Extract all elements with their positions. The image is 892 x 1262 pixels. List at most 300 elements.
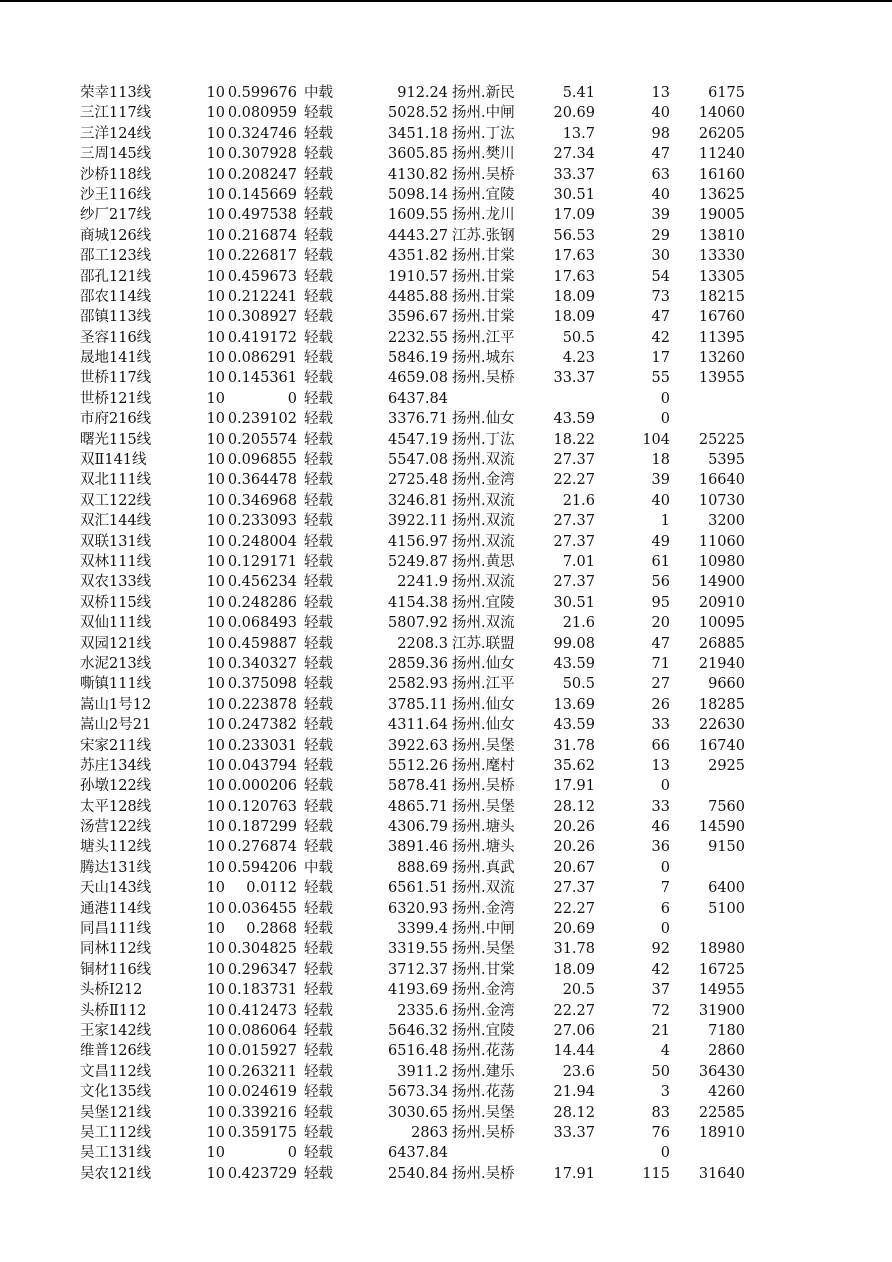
line-name-cell: 邵工123线 <box>80 248 151 265</box>
area-cell: 扬州.吴堡 <box>452 798 515 815</box>
length-cell: 2859.36 <box>388 655 448 672</box>
distance-cell: 20.69 <box>553 105 595 122</box>
table-row <box>0 1164 892 1184</box>
load-rate-cell: 0.339216 <box>227 1104 297 1121</box>
load-level-cell: 轻载 <box>304 1002 333 1019</box>
table-row <box>0 287 892 307</box>
capacity-cell: 16760 <box>698 309 745 326</box>
distance-cell: 7.01 <box>562 553 595 570</box>
line-name-cell: 水泥213线 <box>80 655 151 672</box>
load-rate-cell: 0.359175 <box>227 1124 297 1141</box>
length-cell: 1609.55 <box>388 207 448 224</box>
voltage-cell: 10 <box>206 921 225 938</box>
load-level-cell: 轻载 <box>304 1043 333 1060</box>
area-cell: 扬州.吴堡 <box>452 1104 515 1121</box>
capacity-cell: 13625 <box>698 186 745 203</box>
capacity-cell: 31900 <box>698 1002 745 1019</box>
line-name-cell: 商城126线 <box>80 227 151 244</box>
capacity-cell: 5100 <box>708 900 745 917</box>
distance-cell: 13.69 <box>553 696 595 713</box>
distance-cell: 27.37 <box>553 452 595 469</box>
load-level-cell: 轻载 <box>304 798 333 815</box>
length-cell: 3922.63 <box>388 737 448 754</box>
distance-cell: 33.37 <box>553 166 595 183</box>
distance-cell: 23.6 <box>562 1063 595 1080</box>
count-cell: 4 <box>660 1043 670 1060</box>
line-name-cell: 双联131线 <box>80 533 151 550</box>
voltage-cell: 10 <box>206 227 225 244</box>
table-row <box>0 409 892 429</box>
count-cell: 66 <box>651 737 670 754</box>
line-name-cell: 孙墩122线 <box>80 778 151 795</box>
length-cell: 3376.71 <box>388 411 448 428</box>
capacity-cell: 18215 <box>698 288 745 305</box>
capacity-cell: 2860 <box>708 1043 745 1060</box>
line-name-cell: 双桥115线 <box>80 594 151 611</box>
load-rate-cell: 0.208247 <box>227 166 297 183</box>
distance-cell: 18.09 <box>553 309 595 326</box>
load-rate-cell: 0.263211 <box>227 1063 297 1080</box>
load-rate-cell: 0.187299 <box>227 819 297 836</box>
load-level-cell: 轻载 <box>304 676 333 693</box>
capacity-cell: 6175 <box>708 85 745 101</box>
length-cell: 4193.69 <box>388 982 448 999</box>
table-row <box>0 960 892 980</box>
voltage-cell: 10 <box>206 1002 225 1019</box>
count-cell: 47 <box>651 309 670 326</box>
table-row <box>0 491 892 511</box>
capacity-cell: 2925 <box>708 757 745 774</box>
count-cell: 71 <box>651 655 670 672</box>
area-cell: 扬州.新民 <box>452 85 515 101</box>
voltage-cell: 10 <box>206 186 225 203</box>
voltage-cell: 10 <box>206 757 225 774</box>
load-rate-cell: 0.423729 <box>227 1165 297 1182</box>
load-level-cell: 轻载 <box>304 553 333 570</box>
count-cell: 27 <box>651 676 670 693</box>
distance-cell: 22.27 <box>553 1002 595 1019</box>
count-cell: 29 <box>651 227 670 244</box>
length-cell: 5249.87 <box>388 553 448 570</box>
distance-cell: 20.26 <box>553 819 595 836</box>
table-row <box>0 307 892 327</box>
table-row <box>0 470 892 490</box>
distance-cell: 20.26 <box>553 839 595 856</box>
load-rate-cell: 0.096855 <box>227 452 297 469</box>
voltage-cell: 10 <box>206 492 225 509</box>
line-name-cell: 塘头112线 <box>80 839 151 856</box>
length-cell: 3605.85 <box>388 146 448 163</box>
count-cell: 0 <box>660 390 670 407</box>
count-cell: 33 <box>651 717 670 734</box>
line-name-cell: 文化135线 <box>80 1084 151 1101</box>
load-rate-cell: 0.308927 <box>227 309 297 326</box>
capacity-cell: 26205 <box>698 125 745 142</box>
table-row <box>0 797 892 817</box>
voltage-cell: 10 <box>206 390 225 407</box>
voltage-cell: 10 <box>206 309 225 326</box>
load-rate-cell: 0.419172 <box>227 329 297 346</box>
capacity-cell: 19005 <box>698 207 745 224</box>
capacity-cell: 10980 <box>698 553 745 570</box>
distance-cell: 50.5 <box>562 329 595 346</box>
distance-cell: 17.91 <box>553 1165 595 1182</box>
voltage-cell: 10 <box>206 676 225 693</box>
load-level-cell: 轻载 <box>304 635 333 652</box>
length-cell: 2335.6 <box>397 1002 448 1019</box>
count-cell: 39 <box>651 207 670 224</box>
distance-cell: 4.23 <box>562 350 595 367</box>
line-name-cell: 晟地141线 <box>80 350 151 367</box>
count-cell: 0 <box>660 1145 670 1162</box>
count-cell: 36 <box>651 839 670 856</box>
load-rate-cell: 0.036455 <box>227 900 297 917</box>
table-row <box>0 715 892 735</box>
load-rate-cell: 0.340327 <box>227 655 297 672</box>
area-cell: 扬州.建乐 <box>452 1063 515 1080</box>
line-name-cell: 头桥Ⅰ212 <box>80 982 143 999</box>
load-rate-cell: 0.233093 <box>227 513 297 530</box>
load-level-cell: 轻载 <box>304 615 333 632</box>
area-cell: 扬州.双流 <box>452 880 515 897</box>
length-cell: 3596.67 <box>388 309 448 326</box>
capacity-cell: 11060 <box>698 533 745 550</box>
table-row <box>0 83 892 103</box>
distance-cell: 17.91 <box>553 778 595 795</box>
length-cell: 5547.08 <box>388 452 448 469</box>
area-cell: 扬州.花荡 <box>452 1084 515 1101</box>
voltage-cell: 10 <box>206 411 225 428</box>
count-cell: 37 <box>651 982 670 999</box>
area-cell: 扬州.甘棠 <box>452 248 515 265</box>
load-level-cell: 轻载 <box>304 105 333 122</box>
length-cell: 3246.81 <box>388 492 448 509</box>
distance-cell: 50.5 <box>562 676 595 693</box>
area-cell: 扬州.金湾 <box>452 900 515 917</box>
voltage-cell: 10 <box>206 839 225 856</box>
voltage-cell: 10 <box>206 472 225 489</box>
area-cell: 扬州.江平 <box>452 329 515 346</box>
length-cell: 1910.57 <box>388 268 448 285</box>
voltage-cell: 10 <box>206 798 225 815</box>
length-cell: 2540.84 <box>388 1165 448 1182</box>
line-name-cell: 天山143线 <box>80 880 151 897</box>
count-cell: 40 <box>651 186 670 203</box>
voltage-cell: 10 <box>206 615 225 632</box>
table-row <box>0 837 892 857</box>
capacity-cell: 16160 <box>698 166 745 183</box>
table-row <box>0 939 892 959</box>
area-cell: 扬州.仙女 <box>452 655 515 672</box>
count-cell: 56 <box>651 574 670 591</box>
line-name-cell: 邵镇113线 <box>80 309 151 326</box>
distance-cell: 18.09 <box>553 961 595 978</box>
load-level-cell: 轻载 <box>304 941 333 958</box>
length-cell: 912.24 <box>397 85 448 101</box>
area-cell: 扬州.中闸 <box>452 921 515 938</box>
count-cell: 0 <box>660 411 670 428</box>
table-row <box>0 1062 892 1082</box>
voltage-cell: 10 <box>206 1063 225 1080</box>
capacity-cell: 14900 <box>698 574 745 591</box>
table-row <box>0 1001 892 1021</box>
capacity-cell: 18910 <box>698 1124 745 1141</box>
load-level-cell: 轻载 <box>304 248 333 265</box>
count-cell: 0 <box>660 778 670 795</box>
table-row <box>0 593 892 613</box>
length-cell: 6561.51 <box>388 880 448 897</box>
count-cell: 55 <box>651 370 670 387</box>
length-cell: 2863 <box>411 1124 448 1141</box>
voltage-cell: 10 <box>206 553 225 570</box>
load-level-cell: 轻载 <box>304 146 333 163</box>
distance-cell: 27.37 <box>553 513 595 530</box>
line-name-cell: 宋家211线 <box>80 737 151 754</box>
count-cell: 98 <box>651 125 670 142</box>
capacity-cell: 22630 <box>698 717 745 734</box>
area-cell: 扬州.吴桥 <box>452 370 515 387</box>
length-cell: 5878.41 <box>388 778 448 795</box>
load-rate-cell: 0.233031 <box>227 737 297 754</box>
capacity-cell: 13955 <box>698 370 745 387</box>
area-cell: 扬州.城东 <box>452 350 515 367</box>
area-cell: 扬州.仙女 <box>452 411 515 428</box>
load-rate-cell: 0.015927 <box>227 1043 297 1060</box>
voltage-cell: 10 <box>206 105 225 122</box>
area-cell: 扬州.金湾 <box>452 982 515 999</box>
voltage-cell: 10 <box>206 533 225 550</box>
distance-cell: 27.37 <box>553 533 595 550</box>
area-cell: 扬州.麾村 <box>452 757 515 774</box>
count-cell: 26 <box>651 696 670 713</box>
load-rate-cell: 0.248004 <box>227 533 297 550</box>
table-row <box>0 613 892 633</box>
load-rate-cell: 0.2868 <box>246 921 297 938</box>
load-level-cell: 轻载 <box>304 492 333 509</box>
line-name-cell: 双汇144线 <box>80 513 151 530</box>
length-cell: 3451.18 <box>388 125 448 142</box>
area-cell: 扬州.樊川 <box>452 146 515 163</box>
distance-cell: 27.34 <box>553 146 595 163</box>
table-row <box>0 124 892 144</box>
load-rate-cell: 0 <box>287 390 297 407</box>
table-row <box>0 185 892 205</box>
load-rate-cell: 0.412473 <box>227 1002 297 1019</box>
load-rate-cell: 0.248286 <box>227 594 297 611</box>
load-rate-cell: 0.000206 <box>227 778 297 795</box>
load-rate-cell: 0.276874 <box>227 839 297 856</box>
voltage-cell: 10 <box>206 431 225 448</box>
load-level-cell: 轻载 <box>304 1063 333 1080</box>
load-rate-cell: 0.024619 <box>227 1084 297 1101</box>
load-rate-cell: 0.212241 <box>227 288 297 305</box>
distance-cell: 56.53 <box>553 227 595 244</box>
load-rate-cell: 0.145361 <box>227 370 297 387</box>
line-name-cell: 三周145线 <box>80 146 151 163</box>
capacity-cell: 7180 <box>708 1022 745 1039</box>
count-cell: 30 <box>651 248 670 265</box>
line-name-cell: 嵩山1号12 <box>80 696 151 713</box>
voltage-cell: 10 <box>206 880 225 897</box>
line-name-cell: 纱厂217线 <box>80 207 151 224</box>
distance-cell: 27.37 <box>553 880 595 897</box>
length-cell: 3785.11 <box>388 696 448 713</box>
area-cell: 扬州.塘头 <box>452 819 515 836</box>
load-rate-cell: 0.226817 <box>227 248 297 265</box>
line-name-cell: 苏庄134线 <box>80 757 151 774</box>
voltage-cell: 10 <box>206 370 225 387</box>
load-level-cell: 轻载 <box>304 1084 333 1101</box>
voltage-cell: 10 <box>206 329 225 346</box>
line-name-cell: 嘶镇111线 <box>80 676 151 693</box>
table-row <box>0 103 892 123</box>
area-cell: 扬州.仙女 <box>452 696 515 713</box>
area-cell: 扬州.丁汯 <box>452 125 515 142</box>
length-cell: 4443.27 <box>388 227 448 244</box>
table-row <box>0 858 892 878</box>
area-cell: 扬州.黄思 <box>452 553 515 570</box>
capacity-cell: 16725 <box>698 961 745 978</box>
length-cell: 5673.34 <box>388 1084 448 1101</box>
load-level-cell: 轻载 <box>304 125 333 142</box>
capacity-cell: 4260 <box>708 1084 745 1101</box>
area-cell: 扬州.吴桥 <box>452 1165 515 1182</box>
capacity-cell: 18285 <box>698 696 745 713</box>
top-border-line <box>0 0 892 2</box>
load-level-cell: 中载 <box>304 85 333 101</box>
table-row <box>0 878 892 898</box>
table-row <box>0 695 892 715</box>
area-cell: 江苏.张钢 <box>452 227 515 244</box>
capacity-cell: 14955 <box>698 982 745 999</box>
count-cell: 42 <box>651 329 670 346</box>
area-cell: 扬州.甘棠 <box>452 288 515 305</box>
capacity-cell: 10095 <box>698 615 745 632</box>
voltage-cell: 10 <box>206 635 225 652</box>
area-cell: 扬州.吴桥 <box>452 166 515 183</box>
capacity-cell: 13260 <box>698 350 745 367</box>
count-cell: 6 <box>660 900 670 917</box>
voltage-cell: 10 <box>206 655 225 672</box>
voltage-cell: 10 <box>206 288 225 305</box>
count-cell: 50 <box>651 1063 670 1080</box>
area-cell: 扬州.真武 <box>452 859 515 876</box>
table-row <box>0 205 892 225</box>
distance-cell: 22.27 <box>553 472 595 489</box>
table-row <box>0 1021 892 1041</box>
count-cell: 42 <box>651 961 670 978</box>
load-rate-cell: 0.145669 <box>227 186 297 203</box>
table-row <box>0 552 892 572</box>
area-cell: 扬州.吴堡 <box>452 737 515 754</box>
capacity-cell: 11240 <box>698 146 745 163</box>
length-cell: 3712.37 <box>388 961 448 978</box>
distance-cell: 5.41 <box>562 85 595 101</box>
load-rate-cell: 0.364478 <box>227 472 297 489</box>
load-level-cell: 轻载 <box>304 696 333 713</box>
length-cell: 4311.64 <box>388 717 448 734</box>
load-rate-cell: 0.304825 <box>227 941 297 958</box>
length-cell: 4306.79 <box>388 819 448 836</box>
count-cell: 21 <box>651 1022 670 1039</box>
area-cell: 扬州.宜陵 <box>452 186 515 203</box>
table-row <box>0 572 892 592</box>
length-cell: 3399.4 <box>397 921 448 938</box>
distance-cell: 28.12 <box>553 798 595 815</box>
voltage-cell: 10 <box>206 574 225 591</box>
voltage-cell: 10 <box>206 452 225 469</box>
capacity-cell: 26885 <box>698 635 745 652</box>
voltage-cell: 10 <box>206 594 225 611</box>
capacity-cell: 16640 <box>698 472 745 489</box>
line-name-cell: 吴工112线 <box>80 1124 151 1141</box>
distance-cell: 43.59 <box>553 655 595 672</box>
voltage-cell: 10 <box>206 859 225 876</box>
load-level-cell: 轻载 <box>304 309 333 326</box>
load-level-cell: 轻载 <box>304 186 333 203</box>
count-cell: 63 <box>651 166 670 183</box>
line-name-cell: 维普126线 <box>80 1043 151 1060</box>
load-rate-cell: 0.183731 <box>227 982 297 999</box>
load-level-cell: 轻载 <box>304 513 333 530</box>
capacity-cell: 7560 <box>708 798 745 815</box>
count-cell: 76 <box>651 1124 670 1141</box>
line-name-cell: 双仙111线 <box>80 615 151 632</box>
load-rate-cell: 0.307928 <box>227 146 297 163</box>
area-cell: 扬州.吴桥 <box>452 1124 515 1141</box>
load-level-cell: 轻载 <box>304 778 333 795</box>
area-cell: 扬州.甘棠 <box>452 961 515 978</box>
table-row <box>0 1123 892 1143</box>
load-rate-cell: 0.459887 <box>227 635 297 652</box>
load-level-cell: 轻载 <box>304 472 333 489</box>
load-level-cell: 轻载 <box>304 757 333 774</box>
line-name-cell: 吴工131线 <box>80 1145 151 1162</box>
table-row <box>0 226 892 246</box>
distance-cell: 14.44 <box>553 1043 595 1060</box>
load-level-cell: 轻载 <box>304 921 333 938</box>
load-rate-cell: 0.375098 <box>227 676 297 693</box>
line-name-cell: 吴堡121线 <box>80 1104 151 1121</box>
load-level-cell: 轻载 <box>304 880 333 897</box>
area-cell: 扬州.吴桥 <box>452 778 515 795</box>
distance-cell: 31.78 <box>553 941 595 958</box>
voltage-cell: 10 <box>206 961 225 978</box>
length-cell: 2241.9 <box>397 574 448 591</box>
length-cell: 5028.52 <box>388 105 448 122</box>
line-name-cell: 三江117线 <box>80 105 151 122</box>
load-rate-cell: 0 <box>287 1145 297 1162</box>
line-name-cell: 王家142线 <box>80 1022 151 1039</box>
load-rate-cell: 0.296347 <box>227 961 297 978</box>
voltage-cell: 10 <box>206 737 225 754</box>
distance-cell: 30.51 <box>553 186 595 203</box>
capacity-cell: 5395 <box>708 452 745 469</box>
line-name-cell: 双Ⅱ141线 <box>80 452 147 469</box>
area-cell: 扬州.双流 <box>452 492 515 509</box>
capacity-cell: 36430 <box>698 1063 745 1080</box>
voltage-cell: 10 <box>206 207 225 224</box>
voltage-cell: 10 <box>206 146 225 163</box>
table-row <box>0 368 892 388</box>
voltage-cell: 10 <box>206 778 225 795</box>
load-rate-cell: 0.346968 <box>227 492 297 509</box>
load-level-cell: 轻载 <box>304 982 333 999</box>
voltage-cell: 10 <box>206 1022 225 1039</box>
line-name-cell: 三洋124线 <box>80 125 151 142</box>
load-rate-cell: 0.080959 <box>227 105 297 122</box>
line-name-cell: 头桥Ⅱ112 <box>80 1002 147 1019</box>
